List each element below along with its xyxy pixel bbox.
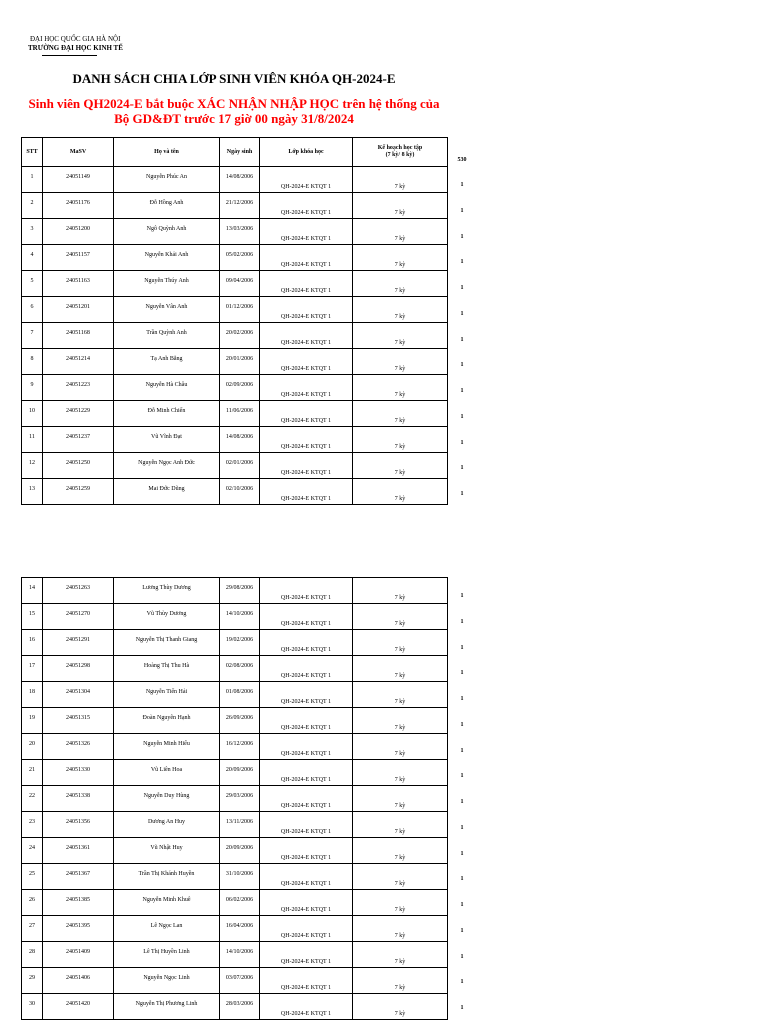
cell-student-id: 24051229 xyxy=(66,408,90,414)
cell-plan: 7 kỳ xyxy=(394,340,406,346)
cell-full-name: Trần Thị Khánh Huyền xyxy=(138,871,195,877)
cell-class: QH-2024-E KTQT 1 xyxy=(280,314,332,320)
student-table-part-2 xyxy=(21,577,448,1020)
cell-plan: 7 kỳ xyxy=(394,985,406,991)
cell-student-id: 24051157 xyxy=(66,252,90,258)
row-flag: 1 xyxy=(460,233,464,240)
school-name: TRƯỜNG ĐẠI HỌC KINH TẾ xyxy=(28,44,123,52)
row-flag: 1 xyxy=(460,1005,464,1011)
cell-stt: 6 xyxy=(30,304,34,310)
cell-full-name: Nguyễn Minh Hiếu xyxy=(143,741,190,747)
row-flag: 1 xyxy=(460,902,464,908)
cell-plan: 7 kỳ xyxy=(394,262,406,268)
cell-class: QH-2024-E KTQT 1 xyxy=(280,236,332,242)
cell-student-id: 24051367 xyxy=(66,871,90,877)
cell-class: QH-2024-E KTQT 1 xyxy=(280,933,332,939)
row-flag: 1 xyxy=(460,388,464,394)
cell-student-id: 24051304 xyxy=(66,689,90,695)
cell-full-name: Lê Thị Huyền Linh xyxy=(143,949,190,955)
cell-student-id: 24051330 xyxy=(66,767,90,773)
university-name: ĐẠI HỌC QUỐC GIA HÀ NỘI xyxy=(30,35,121,43)
cell-plan: 7 kỳ xyxy=(394,444,406,450)
cell-dob: 26/09/2006 xyxy=(225,715,254,721)
row-flag: 1 xyxy=(460,491,464,497)
cell-student-id: 24051338 xyxy=(66,793,90,799)
cell-stt: 1 xyxy=(30,174,34,180)
cell-student-id: 24051326 xyxy=(66,741,90,747)
table-row xyxy=(22,812,448,838)
cell-stt: 30 xyxy=(29,1001,35,1007)
cell-plan: 7 kỳ xyxy=(394,418,406,424)
row-flag: 1 xyxy=(460,182,464,188)
cell-full-name: Dương An Huy xyxy=(147,819,186,825)
col-stt: STT xyxy=(22,138,43,167)
cell-dob: 13/11/2006 xyxy=(225,819,254,825)
cell-full-name: Lê Ngọc Lan xyxy=(150,923,183,929)
cell-full-name: Tạ Anh Bằng xyxy=(150,356,183,362)
table-row xyxy=(22,708,448,734)
header-underline xyxy=(42,55,97,56)
row-flag: 1 xyxy=(460,799,464,805)
table-row xyxy=(22,219,448,245)
cell-full-name: Đỗ Hồng Anh xyxy=(149,200,184,206)
cell-class: QH-2024-E KTQT 1 xyxy=(280,673,332,679)
cell-stt: 4 xyxy=(30,252,34,258)
table-row xyxy=(22,942,448,968)
cell-class: QH-2024-E KTQT 1 xyxy=(280,184,332,190)
cell-dob: 06/02/2006 xyxy=(225,897,254,903)
cell-dob: 02/09/2006 xyxy=(225,382,254,388)
table-row xyxy=(22,245,448,271)
cell-full-name: Mai Đức Dũng xyxy=(148,486,185,492)
cell-full-name: Nguyễn Thị Thanh Giang xyxy=(135,637,198,643)
cell-dob: 14/10/2006 xyxy=(225,611,254,617)
row-flag: 1 xyxy=(460,747,464,754)
col-class: Lớp khóa học xyxy=(260,138,353,167)
cell-student-id: 24051201 xyxy=(66,304,90,310)
cell-student-id: 24051409 xyxy=(66,949,90,955)
table-row xyxy=(22,578,448,604)
table-row xyxy=(22,604,448,630)
row-flag: 1 xyxy=(460,310,464,317)
cell-stt: 29 xyxy=(29,975,35,981)
cell-student-id: 24051223 xyxy=(66,382,90,388)
cell-student-id: 24051270 xyxy=(66,611,90,617)
row-flag: 1 xyxy=(460,696,464,702)
cell-full-name: Vũ Vĩnh Đạt xyxy=(151,434,182,440)
cell-stt: 13 xyxy=(29,486,35,492)
cell-stt: 15 xyxy=(29,611,35,617)
table-row xyxy=(22,479,448,505)
table-row xyxy=(22,375,448,401)
row-flag: 1 xyxy=(460,336,464,343)
student-table-part-1 xyxy=(21,137,448,505)
col-name: Họ và tên xyxy=(114,138,220,167)
cell-dob: 11/06/2006 xyxy=(225,408,254,414)
cell-class: QH-2024-E KTQT 1 xyxy=(280,210,332,216)
cell-stt: 24 xyxy=(29,845,35,851)
cell-stt: 28 xyxy=(29,949,35,955)
cell-full-name: Nguyễn Ngọc Anh Đức xyxy=(138,460,195,466)
cell-dob: 05/02/2006 xyxy=(225,252,254,258)
cell-student-id: 24051237 xyxy=(66,434,90,440)
cell-full-name: Nguyễn Vân Anh xyxy=(145,304,188,310)
table-row xyxy=(22,682,448,708)
cell-dob: 14/10/2006 xyxy=(225,949,254,955)
cell-dob: 20/01/2006 xyxy=(225,356,254,362)
cell-student-id: 24051315 xyxy=(66,715,90,721)
cell-student-id: 24051406 xyxy=(66,975,90,981)
cell-dob: 02/10/2006 xyxy=(225,486,254,492)
col-plan-line-1: Kế hoạch học tập xyxy=(377,145,423,151)
cell-student-id: 24051250 xyxy=(66,460,90,466)
row-flag: 1 xyxy=(460,285,464,291)
row-flag: 1 xyxy=(460,850,464,857)
row-flag: 1 xyxy=(460,927,464,934)
cell-full-name: Vũ Nhật Huy xyxy=(150,845,183,851)
row-flag: 1 xyxy=(460,824,464,831)
cell-dob: 20/02/2006 xyxy=(225,330,254,336)
cell-student-id: 24051420 xyxy=(66,1001,90,1007)
cell-plan: 7 kỳ xyxy=(394,855,406,861)
table-row xyxy=(22,323,448,349)
cell-student-id: 24051168 xyxy=(66,330,90,336)
cell-full-name: Đoàn Nguyên Hạnh xyxy=(142,715,191,721)
cell-student-id: 24051361 xyxy=(66,845,90,851)
cell-stt: 8 xyxy=(30,356,34,362)
row-flag: 1 xyxy=(460,876,464,883)
cell-plan: 7 kỳ xyxy=(394,933,406,939)
cell-class: QH-2024-E KTQT 1 xyxy=(280,855,332,861)
cell-class: QH-2024-E KTQT 1 xyxy=(280,470,332,476)
cell-class: QH-2024-E KTQT 1 xyxy=(280,985,332,991)
cell-full-name: Nguyễn Hà Châu xyxy=(145,382,188,388)
cell-plan: 7 kỳ xyxy=(394,496,406,502)
cell-class: QH-2024-E KTQT 1 xyxy=(280,725,332,731)
table-row xyxy=(22,864,448,890)
cell-dob: 13/03/2006 xyxy=(225,226,254,232)
cell-class: QH-2024-E KTQT 1 xyxy=(280,496,332,502)
table-row xyxy=(22,167,448,193)
table-row xyxy=(22,916,448,942)
cell-stt: 14 xyxy=(29,585,35,591)
cell-student-id: 24051149 xyxy=(66,174,90,180)
table-row xyxy=(22,630,448,656)
row-flag: 1 xyxy=(460,259,464,266)
notice-line-2: Bộ GD&ĐT trước 17 giờ 00 ngày 31/8/2024 xyxy=(114,111,354,126)
cell-class: QH-2024-E KTQT 1 xyxy=(280,621,332,627)
cell-class: QH-2024-E KTQT 1 xyxy=(280,366,332,372)
cell-plan: 7 kỳ xyxy=(394,959,406,965)
cell-plan: 7 kỳ xyxy=(394,366,406,372)
cell-student-id: 24051200 xyxy=(66,226,90,232)
table-row xyxy=(22,994,448,1020)
cell-plan: 7 kỳ xyxy=(394,673,406,679)
row-flag: 1 xyxy=(460,207,464,214)
cell-plan: 7 kỳ xyxy=(394,184,406,190)
cell-student-id: 24051263 xyxy=(66,585,90,591)
cell-full-name: Nguyễn Minh Khuê xyxy=(142,897,191,903)
cell-stt: 3 xyxy=(30,226,34,232)
cell-class: QH-2024-E KTQT 1 xyxy=(280,777,332,783)
row-flag: 1 xyxy=(460,618,464,625)
cell-plan: 7 kỳ xyxy=(394,699,406,705)
cell-stt: 27 xyxy=(29,923,35,929)
cell-dob: 09/04/2006 xyxy=(225,278,254,284)
cell-plan: 7 kỳ xyxy=(394,829,406,835)
row-flag: 1 xyxy=(460,362,464,369)
cell-stt: 25 xyxy=(29,871,35,877)
cell-stt: 20 xyxy=(29,741,35,747)
cell-dob: 20/09/2006 xyxy=(225,845,254,851)
cell-plan: 7 kỳ xyxy=(394,621,406,627)
cell-class: QH-2024-E KTQT 1 xyxy=(280,751,332,757)
col-plan xyxy=(353,138,448,167)
cell-full-name: Hoàng Thị Thu Hà xyxy=(143,663,190,669)
table-row xyxy=(22,760,448,786)
table-row xyxy=(22,427,448,453)
admission-notice xyxy=(0,96,468,126)
cell-dob: 16/04/2006 xyxy=(225,923,254,929)
cell-dob: 14/08/2006 xyxy=(225,174,254,180)
cell-full-name: Lương Thùy Dương xyxy=(142,585,191,591)
table-row xyxy=(22,271,448,297)
cell-student-id: 24051176 xyxy=(66,200,90,206)
cell-student-id: 24051298 xyxy=(66,663,90,669)
cell-student-id: 24051214 xyxy=(66,356,90,362)
cell-student-id: 24051163 xyxy=(66,278,90,284)
cell-plan: 7 kỳ xyxy=(394,725,406,731)
cell-plan: 7 kỳ xyxy=(394,470,406,476)
table-row xyxy=(22,786,448,812)
cell-full-name: Vũ Thùy Dương xyxy=(146,611,187,617)
cell-class: QH-2024-E KTQT 1 xyxy=(280,803,332,809)
cell-stt: 22 xyxy=(29,793,35,799)
table-row xyxy=(22,453,448,479)
cell-class: QH-2024-E KTQT 1 xyxy=(280,699,332,705)
cell-student-id: 24051291 xyxy=(66,637,90,643)
cell-full-name: Nguyễn Duy Hùng xyxy=(143,793,190,799)
cell-stt: 2 xyxy=(30,200,34,206)
table-row xyxy=(22,349,448,375)
cell-plan: 7 kỳ xyxy=(394,803,406,809)
cell-class: QH-2024-E KTQT 1 xyxy=(280,418,332,424)
cell-class: QH-2024-E KTQT 1 xyxy=(280,340,332,346)
cell-plan: 7 kỳ xyxy=(394,777,406,783)
cell-stt: 19 xyxy=(29,715,35,721)
cell-plan: 7 kỳ xyxy=(394,907,406,913)
cell-class: QH-2024-E KTQT 1 xyxy=(280,288,332,294)
row-flag: 1 xyxy=(460,593,464,599)
col-plan-line-2: (7 kỳ/ 8 kỳ) xyxy=(385,152,415,158)
cell-class: QH-2024-E KTQT 1 xyxy=(280,1011,332,1017)
cell-full-name: Nguyễn Khải Anh xyxy=(144,252,189,258)
table-row xyxy=(22,297,448,323)
cell-full-name: Nguyễn Ngọc Linh xyxy=(143,975,190,981)
cell-dob: 20/09/2006 xyxy=(225,767,254,773)
cell-stt: 26 xyxy=(29,897,35,903)
cell-stt: 9 xyxy=(30,382,34,388)
table-row xyxy=(22,656,448,682)
cell-full-name: Ngô Quỳnh Anh xyxy=(146,226,187,232)
table-row xyxy=(22,890,448,916)
cell-stt: 21 xyxy=(29,767,35,773)
cell-dob: 16/12/2006 xyxy=(225,741,254,747)
col-masv: MaSV xyxy=(43,138,114,167)
cell-stt: 5 xyxy=(30,278,34,284)
cell-class: QH-2024-E KTQT 1 xyxy=(280,392,332,398)
cell-plan: 7 kỳ xyxy=(394,1011,406,1017)
table-row xyxy=(22,734,448,760)
cell-class: QH-2024-E KTQT 1 xyxy=(280,444,332,450)
cell-student-id: 24051385 xyxy=(66,897,90,903)
cell-plan: 7 kỳ xyxy=(394,647,406,653)
cell-full-name: Vũ Liên Hoa xyxy=(150,767,183,773)
cell-plan: 7 kỳ xyxy=(394,210,406,216)
cell-student-id: 24051259 xyxy=(66,486,90,492)
table-row xyxy=(22,193,448,219)
row-flag: 1 xyxy=(460,979,464,986)
cell-dob: 21/12/2006 xyxy=(225,200,254,206)
cell-stt: 12 xyxy=(29,460,35,466)
cell-plan: 7 kỳ xyxy=(394,881,406,887)
cell-full-name: Trần Quỳnh Anh xyxy=(146,330,187,336)
row-flag: 1 xyxy=(460,721,464,728)
cell-stt: 17 xyxy=(29,663,35,669)
page-title: DANH SÁCH CHIA LỚP SINH VIÊN KHÓA QH-2024-E xyxy=(72,71,396,86)
cell-dob: 19/02/2006 xyxy=(225,637,254,643)
cell-stt: 23 xyxy=(29,819,35,825)
cell-dob: 01/12/2006 xyxy=(225,304,254,310)
table-row xyxy=(22,968,448,994)
row-flag: 1 xyxy=(460,670,464,677)
cell-stt: 10 xyxy=(29,408,35,414)
cell-dob: 31/10/2006 xyxy=(225,871,254,877)
row-flag: 1 xyxy=(460,953,464,960)
cell-plan: 7 kỳ xyxy=(394,288,406,294)
row-flag: 1 xyxy=(460,439,464,446)
cell-plan: 7 kỳ xyxy=(394,392,406,398)
cell-class: QH-2024-E KTQT 1 xyxy=(280,907,332,913)
cell-dob: 29/03/2006 xyxy=(225,793,254,799)
cell-dob: 14/08/2006 xyxy=(225,434,254,440)
notice-line-1: Sinh viên QH2024-E bắt buộc XÁC NHẬN NHẬP HỌC trên hệ thống của xyxy=(28,96,440,111)
cell-stt: 16 xyxy=(29,637,35,643)
cell-class: QH-2024-E KTQT 1 xyxy=(280,959,332,965)
cell-full-name: Nguyễn Tiến Hải xyxy=(145,689,188,695)
cell-full-name: Nguyễn Phúc An xyxy=(146,174,187,180)
table-row xyxy=(22,838,448,864)
side-total: 530 xyxy=(457,157,467,163)
row-flag: 1 xyxy=(460,644,464,651)
table-row xyxy=(22,401,448,427)
cell-student-id: 24051356 xyxy=(66,819,90,825)
row-flag: 1 xyxy=(460,465,464,472)
cell-full-name: Nguyễn Thúy Anh xyxy=(144,278,189,284)
cell-class: QH-2024-E KTQT 1 xyxy=(280,647,332,653)
cell-full-name: Nguyễn Thị Phương Linh xyxy=(135,1001,198,1007)
cell-stt: 11 xyxy=(29,434,35,440)
cell-dob: 01/08/2006 xyxy=(225,689,254,695)
col-dob: Ngày sinh xyxy=(220,138,260,167)
row-flag: 1 xyxy=(460,773,464,780)
cell-class: QH-2024-E KTQT 1 xyxy=(280,881,332,887)
cell-stt: 18 xyxy=(29,689,35,695)
cell-dob: 28/03/2006 xyxy=(225,1001,254,1007)
cell-plan: 7 kỳ xyxy=(394,236,406,242)
table-header-row xyxy=(22,138,448,167)
cell-dob: 02/01/2006 xyxy=(225,460,254,466)
cell-plan: 7 kỳ xyxy=(394,751,406,757)
cell-full-name: Đỗ Minh Chiến xyxy=(147,408,186,414)
cell-class: QH-2024-E KTQT 1 xyxy=(280,829,332,835)
row-flag: 1 xyxy=(460,413,464,420)
cell-dob: 02/08/2006 xyxy=(225,663,254,669)
cell-stt: 7 xyxy=(30,330,34,336)
cell-plan: 7 kỳ xyxy=(394,595,406,601)
cell-dob: 29/08/2006 xyxy=(225,585,254,591)
cell-class: QH-2024-E KTQT 1 xyxy=(280,262,332,268)
cell-plan: 7 kỳ xyxy=(394,314,406,320)
cell-student-id: 24051395 xyxy=(66,923,90,929)
cell-dob: 03/07/2006 xyxy=(225,975,254,981)
cell-class: QH-2024-E KTQT 1 xyxy=(280,595,332,601)
